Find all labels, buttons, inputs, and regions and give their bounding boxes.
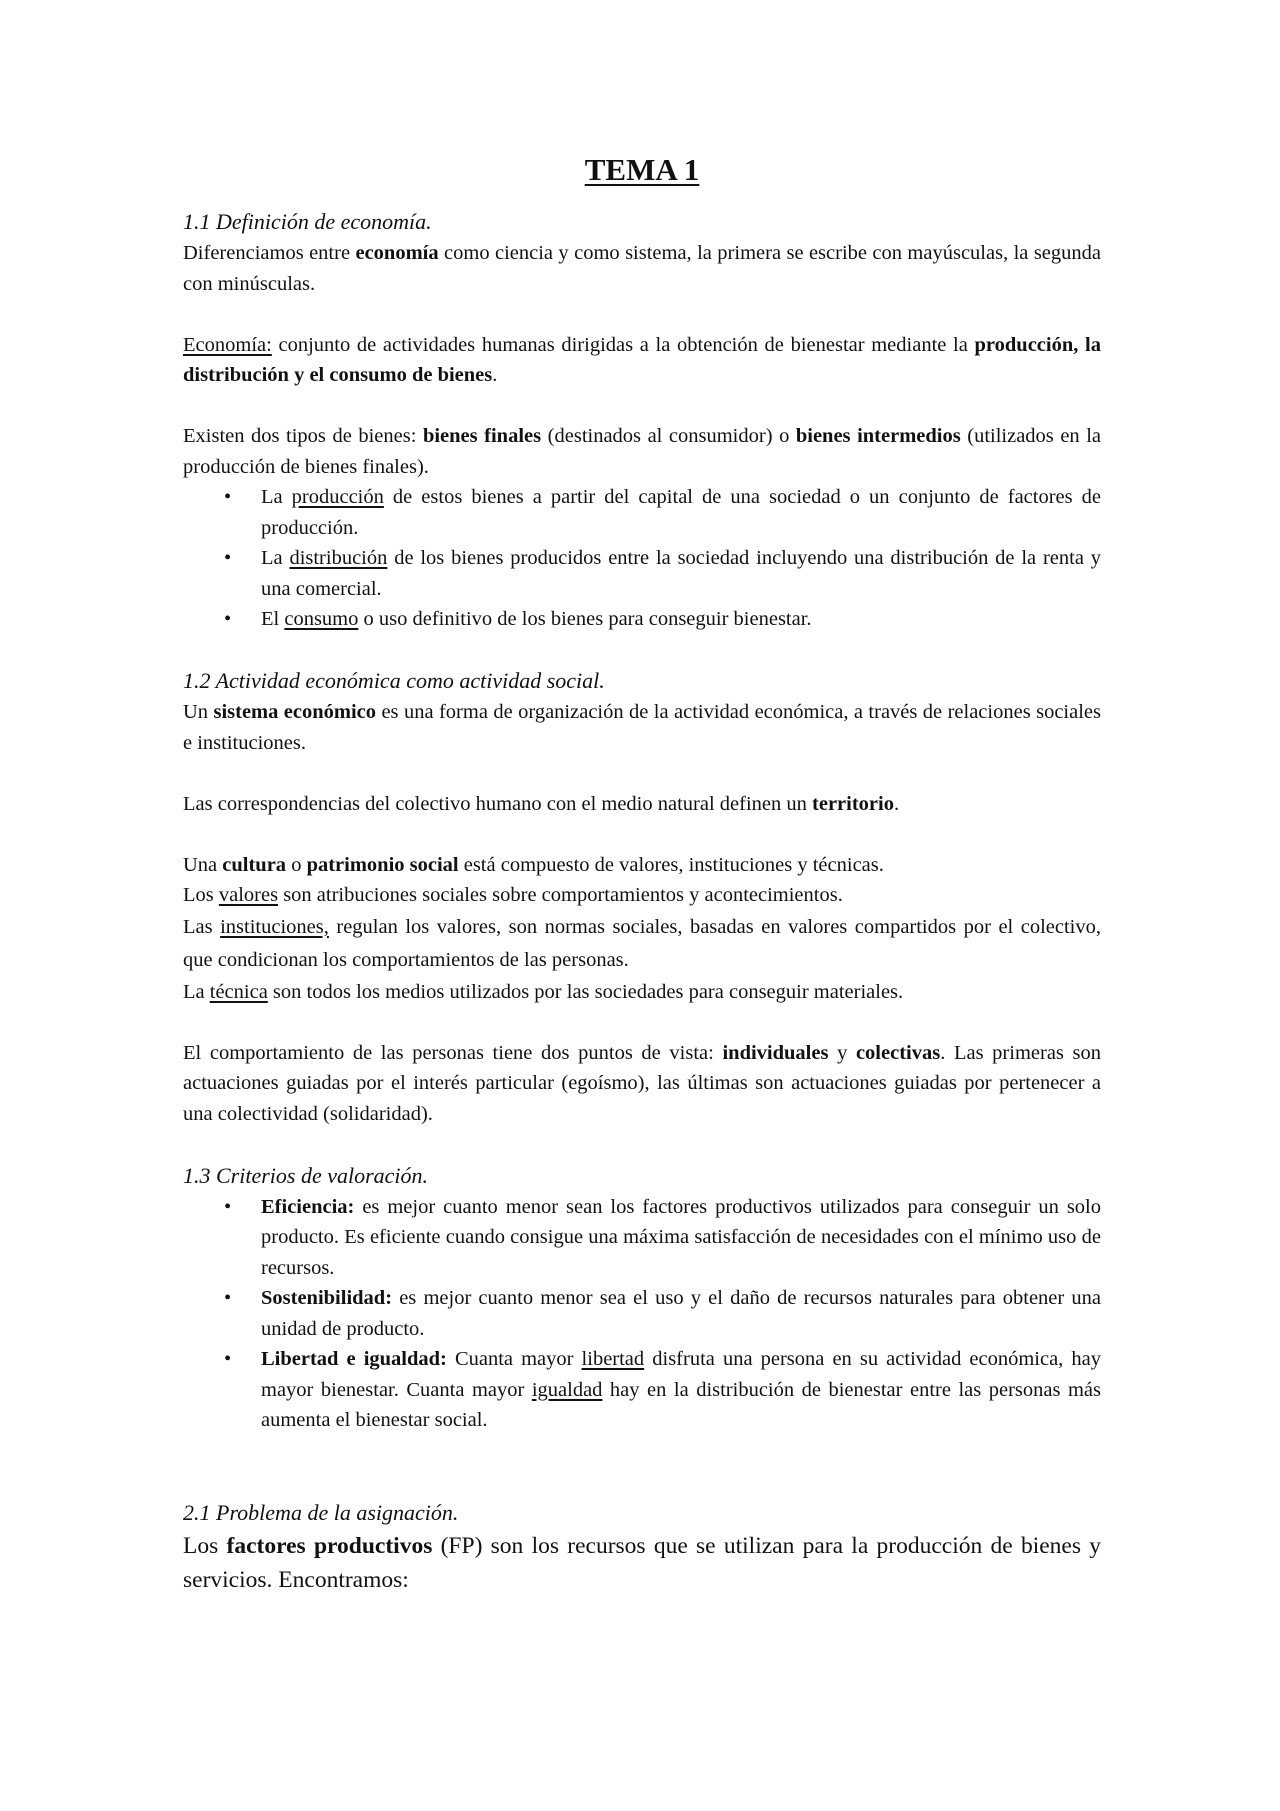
list-item: • La distribución de los bienes producidos entre la sociedad incluyendo una distribución de la renta y una comercial.: [183, 543, 1101, 604]
paragraph: Un sistema económico es una forma de organización de la actividad económica, a través de relaciones sociales e instituciones.: [183, 701, 1101, 754]
section-heading-1-2: 1.2 Actividad económica como actividad social.: [183, 668, 605, 693]
paragraph: Existen dos tipos de bienes: bienes finales (destinados al consumidor) o bienes intermedios (utilizados en la producción de bienes finales).: [183, 425, 1101, 478]
page-title: TEMA 1: [584, 152, 700, 187]
section-heading-1-1: 1.1 Definición de economía.: [183, 209, 432, 234]
list-item: • El consumo o uso definitivo de los bienes para conseguir bienestar.: [183, 604, 1101, 635]
list-item: • Sostenibilidad: es mejor cuanto menor sea el uso y el daño de recursos naturales para obtener una unidad de producto.: [183, 1283, 1101, 1344]
document-page: [183, 150, 1101, 1597]
paragraph: El comportamiento de las personas tiene dos puntos de vista: individuales y colectivas. Las primeras son actuaciones guiadas por el interés particular (egoísmo), las últimas son actuaciones guiadas por pertenecer a una colectividad (solidaridad).: [183, 1041, 1102, 1125]
list-item: • Eficiencia: es mejor cuanto menor sean los factores productivos utilizados para conseguir un solo producto. Es eficiente cuando consigue una máxima satisfacción de necesidades con el mínimo uso de recursos.: [183, 1192, 1101, 1284]
section-heading-1-3: 1.3 Criterios de valoración.: [183, 1162, 429, 1188]
paragraph: Las instituciones, regulan los valores, son normas sociales, basadas en valores compartidos por el colectivo, que condicionan los comportamientos de las personas.: [183, 915, 1101, 971]
paragraph: Una cultura o patrimonio social está compuesto de valores, instituciones y técnicas.: [183, 853, 884, 876]
section-heading-2-1: 2.1 Problema de la asignación.: [183, 1499, 459, 1525]
paragraph: Economía: conjunto de actividades humanas dirigidas a la obtención de bienestar mediante la producción, la distribución y el consumo de bienes.: [183, 333, 1102, 386]
paragraph: Los valores son atribuciones sociales sobre comportamientos y acontecimientos.: [183, 884, 843, 906]
bullet-list: [183, 1192, 1101, 1436]
paragraph: Las correspondencias del colectivo humano con el medio natural definen un territorio.: [183, 792, 900, 815]
paragraph: Los factores productivos (FP) son los recursos que se utilizan para la producción de bienes y servicios. Encontramos:: [183, 1532, 1101, 1593]
bullet-list: [183, 482, 1101, 635]
paragraph: Diferenciamos entre economía como ciencia y como sistema, la primera se escribe con mayúsculas, la segunda con minúsculas.: [183, 242, 1102, 295]
list-item: • Libertad e igualdad: Cuanta mayor libertad disfruta una persona en su actividad económica, hay mayor bienestar. Cuanta mayor igualdad hay en la distribución de bienestar entre las personas más aumenta el bienestar social.: [183, 1344, 1101, 1436]
list-item: • La producción de estos bienes a partir del capital de una sociedad o un conjunto de factores de producción.: [183, 482, 1101, 543]
paragraph: La técnica son todos los medios utilizados por las sociedades para conseguir materiales.: [183, 980, 904, 1003]
